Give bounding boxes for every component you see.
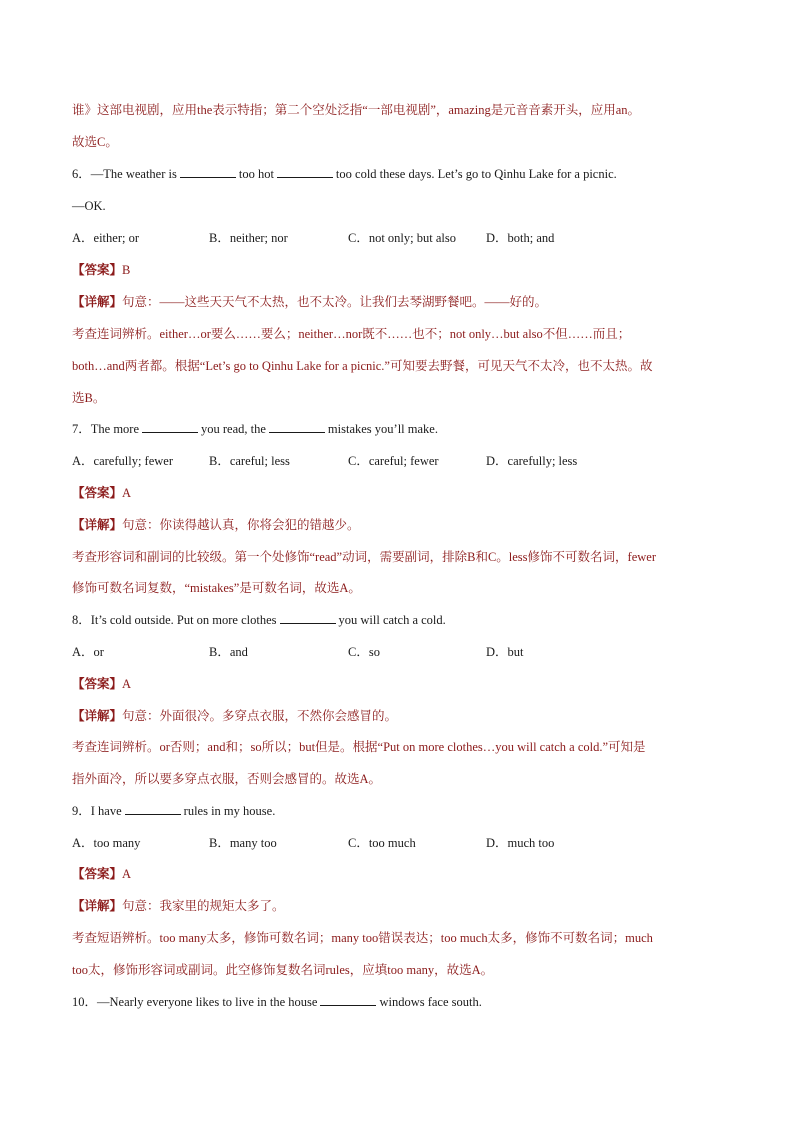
- question-number: 8．: [72, 613, 91, 627]
- option-b: B．neither; nor: [209, 231, 288, 245]
- q8-stem: [72, 612, 446, 628]
- option-d: D．both; and: [486, 231, 555, 245]
- q7-analysis-line-2: 修饰可数名词复数，“mistakes”是可数名词，故选A。: [72, 581, 361, 595]
- q8-meaning: [72, 708, 397, 724]
- q9-analysis-line-2: too太，修饰形容词或副词。此空修饰复数名词rules，应填too many，故选A。: [72, 963, 494, 977]
- detail-label: 【详解】: [72, 899, 123, 913]
- answer-label: 【答案】: [72, 677, 123, 691]
- answer-blank: [277, 166, 333, 178]
- option-c: C．so: [348, 645, 380, 659]
- q8-analysis-line-1: 考查连词辨析。or否则；and和；so所以；but但是。根据“Put on more clothes…you will catch a cold.”可知是: [72, 740, 646, 754]
- answer-value: A: [122, 677, 132, 691]
- stem-text: —The weather is: [90, 167, 177, 181]
- meaning-text: 句意：你读得越认真，你将会犯的错越少。: [122, 518, 360, 532]
- q6-stem-reply: —OK.: [72, 199, 106, 213]
- q6-answer: [72, 262, 130, 278]
- q5-analysis-line-2: 故选C。: [72, 135, 118, 149]
- option-d: D．much too: [486, 836, 555, 850]
- answer-blank: [269, 421, 325, 433]
- answer-label: 【答案】: [72, 486, 123, 500]
- option-c: C．not only; but also: [348, 231, 456, 245]
- option-c: C．too much: [348, 836, 416, 850]
- stem-text: you will catch a cold.: [338, 613, 446, 627]
- option-a: A．too many: [72, 836, 141, 850]
- detail-label: 【详解】: [72, 295, 123, 309]
- q5-analysis-line-1: 谁》这部电视剧，应用the表示特指；第二个空处泛指“一部电视剧”，amazing是元音音素开头，应用an。: [72, 103, 641, 117]
- q9-answer: [72, 866, 131, 882]
- answer-blank: [280, 612, 336, 624]
- q6-analysis-line-3: 选B。: [72, 391, 106, 405]
- question-number: 7．: [72, 422, 91, 436]
- option-a: A．or: [72, 645, 104, 659]
- answer-blank: [320, 994, 376, 1006]
- stem-text: too cold these days. Let’s go to Qinhu Lake for a picnic.: [335, 167, 617, 181]
- answer-value: B: [122, 263, 131, 277]
- meaning-text: 句意：——这些天天气不太热，也不太冷。让我们去琴湖野餐吧。——好的。: [122, 295, 548, 309]
- stem-text: —Nearly everyone likes to live in the house: [97, 995, 318, 1009]
- answer-value: A: [122, 867, 132, 881]
- option-d: D．but: [486, 645, 524, 659]
- q8-analysis-line-2: 指外面冷，所以要多穿点衣服，否则会感冒的。故选A。: [72, 772, 382, 786]
- option-a: A．either; or: [72, 231, 139, 245]
- meaning-text: 句意：我家里的规矩太多了。: [122, 899, 285, 913]
- question-number: 6．: [72, 167, 91, 181]
- stem-text: mistakes you’ll make.: [327, 422, 438, 436]
- option-b: B．and: [209, 645, 248, 659]
- q9-meaning: [72, 898, 285, 914]
- q6-analysis-line-2: both…and两者都。根据“Let’s go to Qinhu Lake for a picnic.”可知要去野餐，可见天气不太冷，也不太热。故: [72, 359, 653, 373]
- option-a: A．carefully; fewer: [72, 454, 173, 468]
- stem-text: I have: [90, 804, 122, 818]
- q9-analysis-line-1: 考查短语辨析。too many太多，修饰可数名词；many too错误表达；too much太多，修饰不可数名词；much: [72, 931, 653, 945]
- stem-text: The more: [90, 422, 140, 436]
- q9-stem: [72, 803, 275, 819]
- detail-label: 【详解】: [72, 709, 123, 723]
- q6-analysis-line-1: 考查连词辨析。either…or要么……要么；neither…nor既不……也不；not only…but also不但……而且；: [72, 327, 631, 341]
- q7-answer: [72, 485, 131, 501]
- stem-text: you read, the: [201, 422, 266, 436]
- stem-text: windows face south.: [379, 995, 482, 1009]
- q6-meaning: [72, 294, 547, 310]
- answer-blank: [180, 166, 236, 178]
- option-b: B．many too: [209, 836, 277, 850]
- option-b: B．careful; less: [209, 454, 290, 468]
- answer-label: 【答案】: [72, 867, 123, 881]
- answer-blank: [142, 421, 198, 433]
- q7-analysis-line-1: 考查形容词和副词的比较级。第一个处修饰“read”动词，需要副词，排除B和C。less修饰不可数名词，fewer: [72, 550, 656, 564]
- stem-text: rules in my house.: [183, 804, 276, 818]
- question-number: 9．: [72, 804, 91, 818]
- question-number: 10．: [72, 995, 98, 1009]
- answer-value: A: [122, 486, 132, 500]
- option-d: D．carefully; less: [486, 454, 578, 468]
- detail-label: 【详解】: [72, 518, 123, 532]
- q10-stem: [72, 994, 482, 1010]
- q7-stem: [72, 421, 438, 437]
- q8-answer: [72, 676, 131, 692]
- stem-text: It’s cold outside. Put on more clothes: [90, 613, 277, 627]
- option-c: C．careful; fewer: [348, 454, 439, 468]
- answer-label: 【答案】: [72, 263, 123, 277]
- stem-text: too hot: [238, 167, 274, 181]
- answer-blank: [125, 803, 181, 815]
- q6-stem: [72, 166, 617, 182]
- q7-meaning: [72, 517, 360, 533]
- meaning-text: 句意：外面很冷。多穿点衣服，不然你会感冒的。: [122, 709, 398, 723]
